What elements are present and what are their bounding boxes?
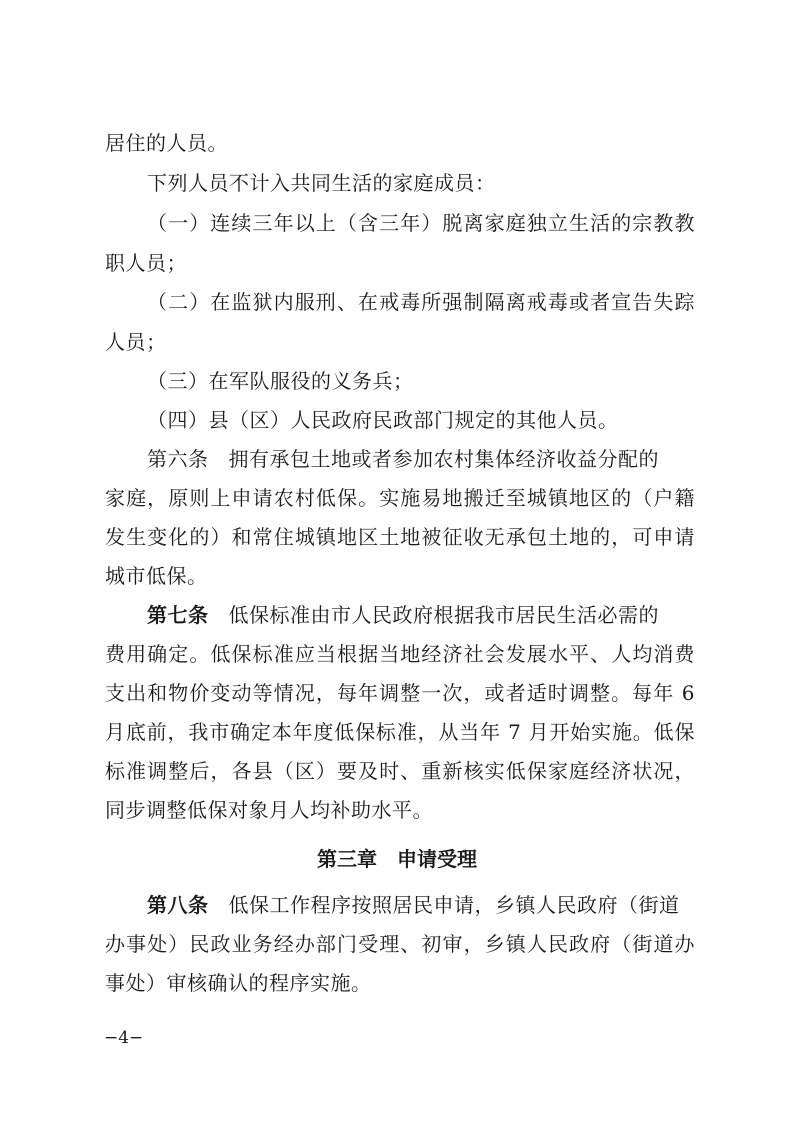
text-line: 居住的人员。 — [105, 131, 228, 155]
chapter-heading: 第三章 申请受理 — [317, 847, 477, 871]
article-text: 拥有承包土地或者参加农村集体经济收益分配的 — [228, 447, 659, 471]
article-line — [147, 886, 695, 924]
article-line — [147, 440, 695, 478]
text-line: 城市低保。 — [105, 564, 208, 588]
article-label: 第七条 — [147, 603, 209, 627]
article-label: 第八条 — [147, 893, 209, 917]
text-line: 费用确定。低保标准应当根据当地经济社会发展水平、人均消费 — [105, 642, 695, 666]
text-line: 下列人员不计入共同生活的家庭成员： — [147, 171, 496, 195]
text-line: （二）在监狱内服刑、在戒毒所强制隔离戒毒或者宣告失踪 — [147, 290, 695, 314]
text-line: 标准调整后，各县（区）要及时、重新核实低保家庭经济状况， — [105, 759, 695, 783]
article-text: 低保标准由市人民政府根据我市居民生活必需的 — [228, 603, 659, 627]
article-text: 低保工作程序按照居民申请，乡镇人民政府（街道 — [228, 893, 680, 917]
text-line: 同步调整低保对象月人均补助水平。 — [105, 798, 433, 822]
page-number: −4− — [104, 1028, 144, 1048]
text-line: 事处）审核确认的程序实施。 — [105, 971, 372, 995]
text-line: 支出和物价变动等情况，每年调整一次，或者适时调整。每年 6 — [105, 681, 695, 705]
text-line: 发生变化的）和常住城镇地区土地被征收无承包土地的，可申请 — [105, 525, 695, 549]
text-line: 月底前，我市确定本年度低保标准，从当年 7 月开始实施。低保 — [105, 720, 695, 744]
text-line: 人员； — [105, 330, 167, 354]
article-label: 第六条 — [147, 447, 209, 471]
text-line: （三）在军队服役的义务兵； — [147, 369, 414, 393]
text-line: 职人员； — [105, 251, 187, 275]
text-line: 家庭，原则上申请农村低保。实施易地搬迁至城镇地区的（户籍 — [105, 486, 695, 510]
text-line: （一）连续三年以上（含三年）脱离家庭独立生活的宗教教 — [147, 211, 695, 235]
text-line: 办事处）民政业务经办部门受理、初审，乡镇人民政府（街道办 — [105, 932, 695, 956]
article-line — [147, 596, 695, 634]
text-line: （四）县（区）人民政府民政部门规定的其他人员。 — [147, 408, 619, 432]
